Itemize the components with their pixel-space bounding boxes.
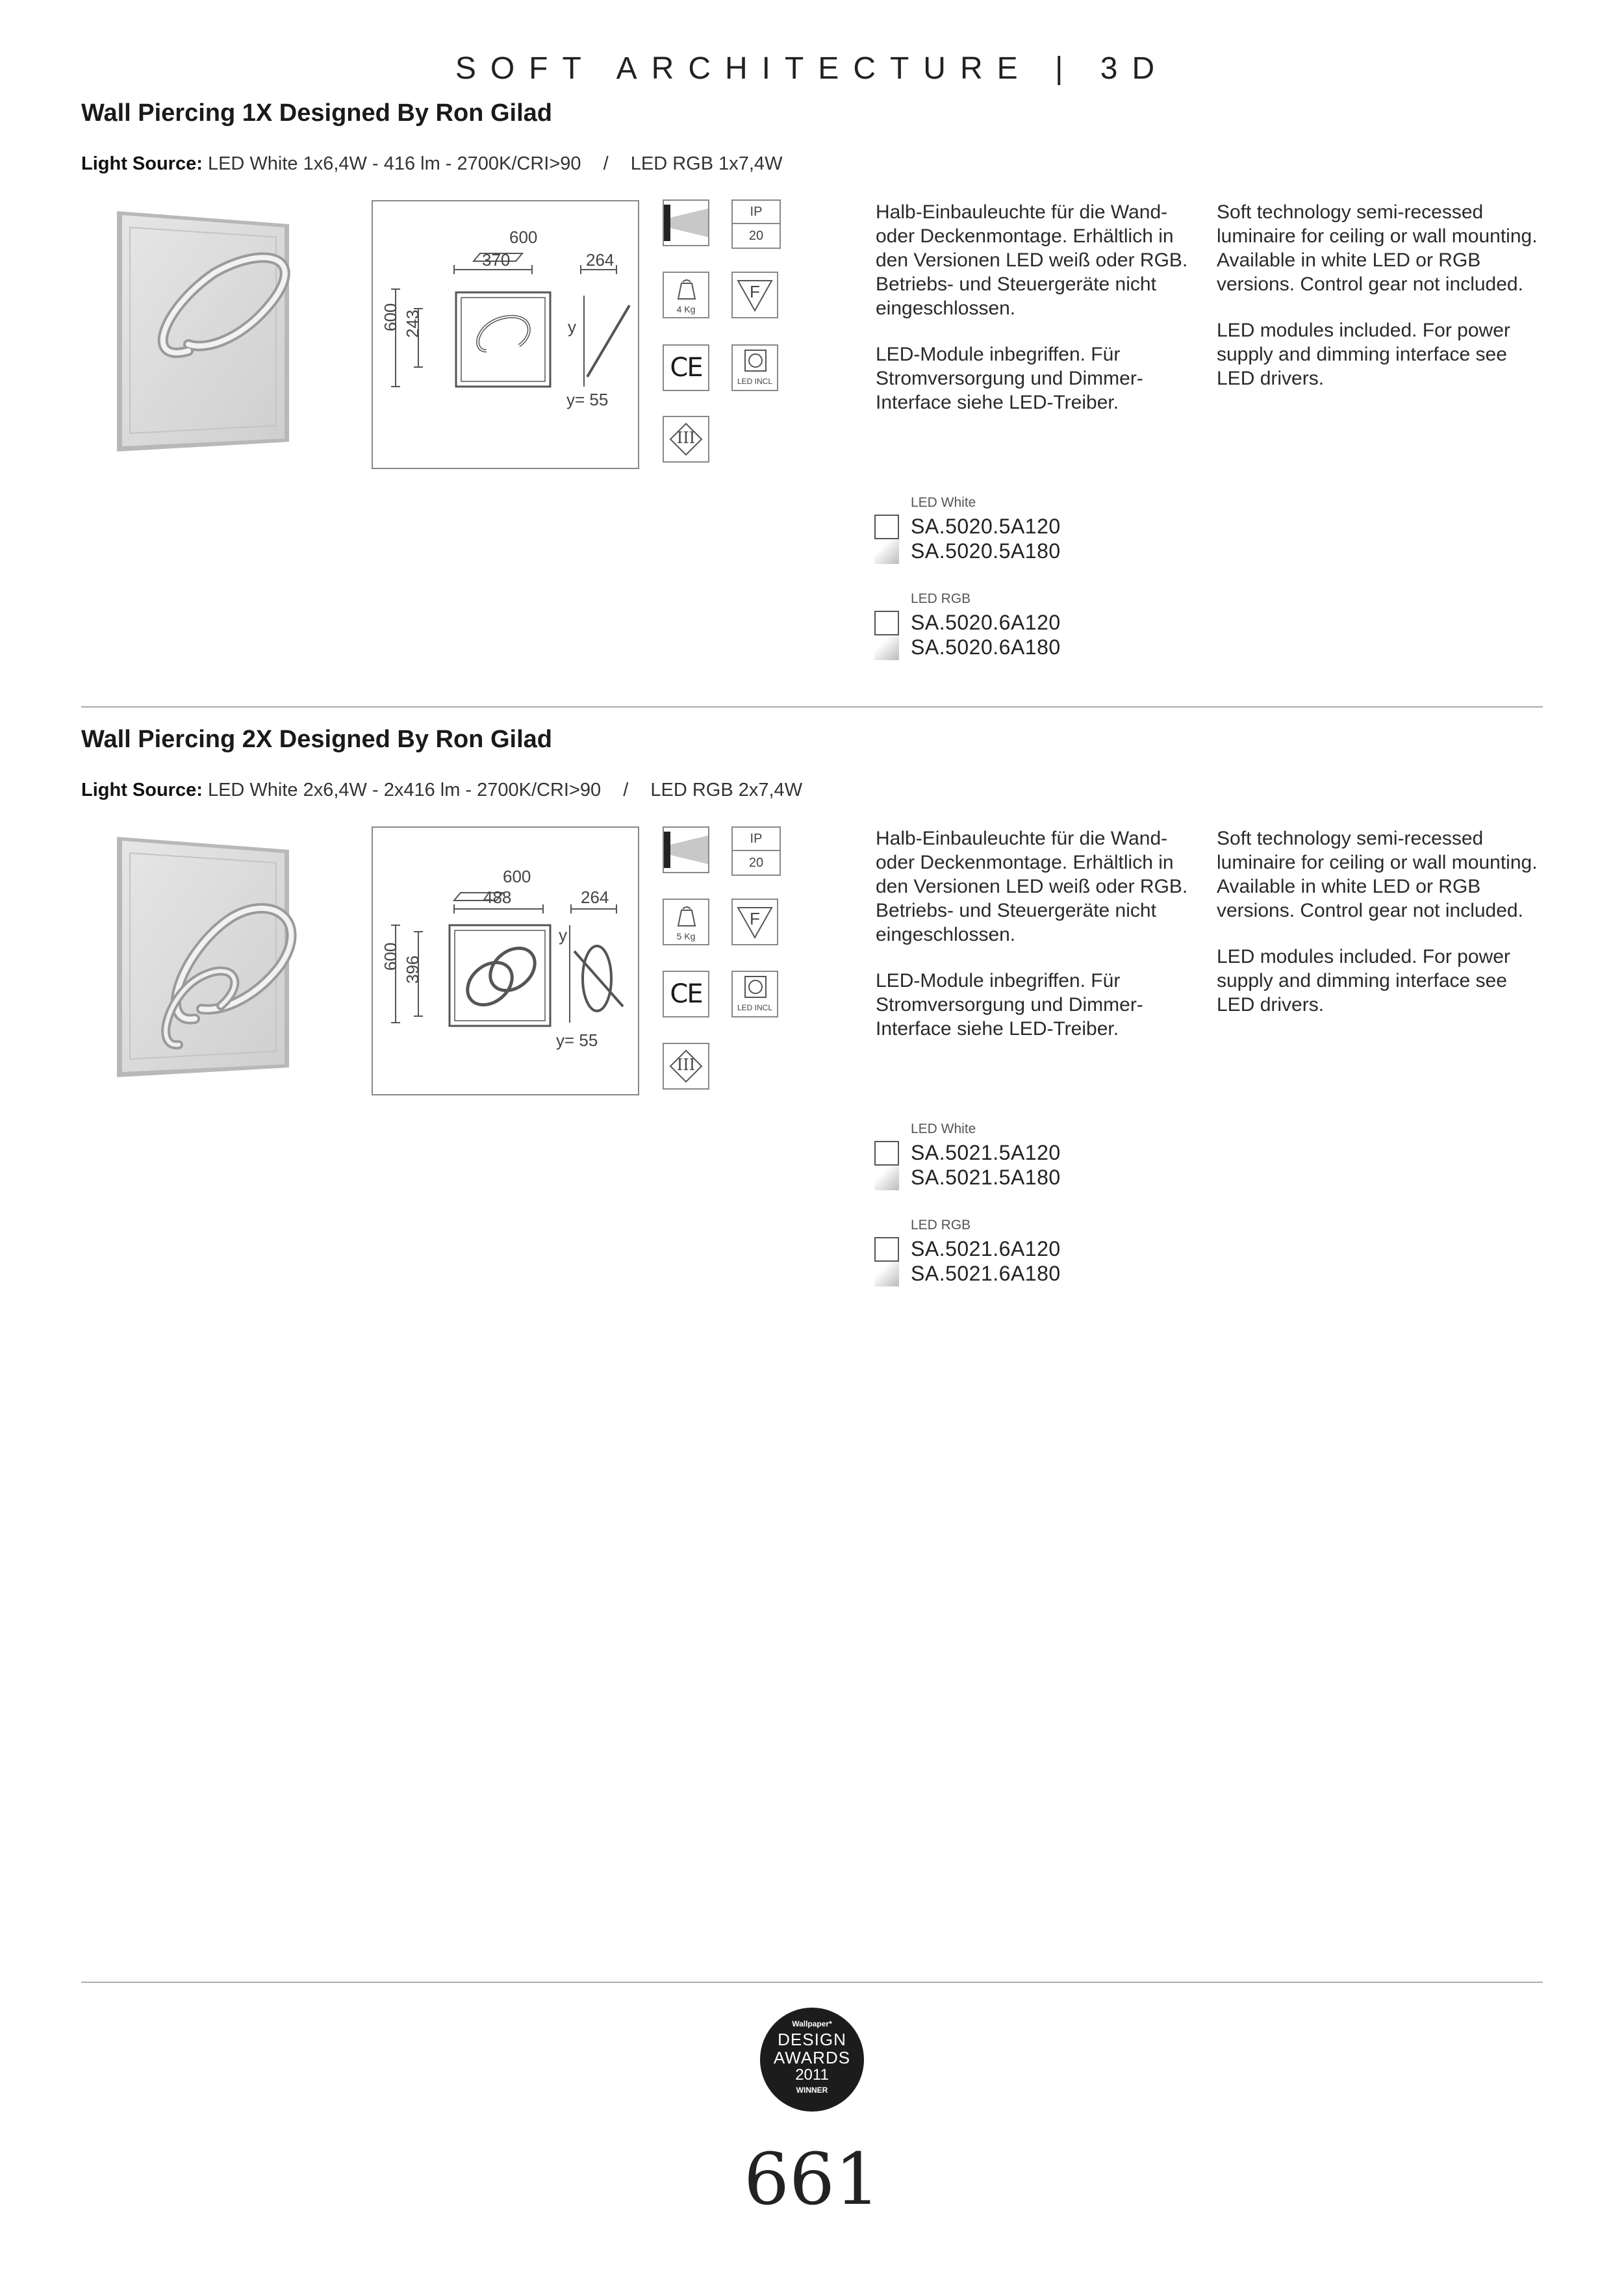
description-german: [876, 826, 1200, 1063]
description-german-p2: LED-Module inbegriffen. Für Stromversorgung und Dimmer-Interface siehe LED-Treiber.: [876, 970, 1143, 1040]
award-line-2: DESIGN: [778, 2030, 846, 2049]
led-module-icon: [744, 350, 767, 372]
light-source-rgb: LED RGB 2x7,4W: [650, 780, 803, 800]
led-included-label: LED INCL: [737, 377, 773, 386]
weight-icon: [677, 278, 696, 300]
dim-y-label: y: [559, 925, 567, 945]
ip-value: 20: [748, 856, 764, 870]
dim-y-value: y= 55: [566, 390, 609, 409]
led-included-badge: [731, 971, 778, 1017]
light-source-white: LED White 2x6,4W - 2x416 lm - 2700K/CRI>90: [207, 780, 602, 800]
variant-swatch-white: [874, 515, 899, 539]
page-number: 661: [744, 2138, 880, 2221]
variant-label-white: LED White: [911, 495, 976, 510]
weight-badge: [663, 899, 709, 945]
led-module-icon: [744, 976, 767, 998]
product-code: SA.5020.6A180: [911, 635, 1061, 659]
technical-drawing: [372, 826, 639, 1095]
dim-depth: 264: [581, 888, 609, 907]
ip-rating-badge: [731, 826, 781, 876]
dim-y-value: y= 55: [556, 1030, 598, 1050]
catalog-section-title: SOFT ARCHITECTURE | 3D: [455, 51, 1169, 86]
product-photo: [117, 837, 312, 1084]
class-badge: [663, 416, 709, 463]
weight-badge: [663, 272, 709, 318]
dim-total-height: 600: [381, 942, 400, 971]
ip-label: IP: [733, 201, 780, 224]
dim-inner-width: 488: [483, 888, 512, 907]
variant-swatch-white: [874, 611, 899, 635]
award-line-5: WINNER: [796, 2086, 828, 2095]
weight-value: 4 Kg: [676, 304, 696, 314]
f-mark-badge: [731, 899, 778, 945]
variant-label-white: LED White: [911, 1121, 976, 1136]
product-code: SA.5020.6A120: [911, 611, 1061, 634]
description-english-p2: LED modules included. For power supply and dimming interface see LED drivers.: [1217, 946, 1510, 1016]
variant-swatch-white: [874, 1141, 899, 1166]
technical-drawing: [372, 200, 639, 469]
design-award-badge: [760, 2008, 864, 2112]
description-english-p1: Soft technology semi-recessed luminaire for ceiling or wall mounting. Available in white LED or RGB versions. Control gear not included.: [1217, 828, 1538, 921]
weight-icon: [677, 905, 696, 927]
light-source: [81, 153, 782, 175]
light-source-label: Light Source:: [81, 153, 203, 174]
light-source-label: Light Source:: [81, 780, 203, 800]
dim-inner-width: 370: [482, 250, 511, 270]
description-english: [1217, 826, 1542, 1039]
product-title: Wall Piercing 1X Designed By Ron Gilad: [81, 99, 552, 127]
variant-swatch-white: [874, 1237, 899, 1262]
dim-inner-height: 396: [403, 955, 422, 984]
variant-label-rgb: LED RGB: [911, 591, 971, 606]
ce-mark-icon: CE: [663, 344, 709, 391]
award-line-1: Wallpaper*: [792, 2019, 832, 2028]
description-german-p2: LED-Module inbegriffen. Für Stromversorgung und Dimmer-Interface siehe LED-Treiber.: [876, 344, 1143, 413]
product-code: SA.5021.5A180: [911, 1166, 1061, 1189]
description-english: [1217, 200, 1542, 413]
product-code: SA.5021.6A120: [911, 1237, 1061, 1260]
class-label: III: [676, 429, 696, 447]
led-included-badge: [731, 344, 778, 391]
variant-swatch-gradient: [874, 1262, 899, 1286]
description-german-p1: Halb-Einbauleuchte für die Wand- oder Deckenmontage. Erhältlich in den Versionen LED weiß oder RGB. Betriebs- und Steuergeräte nicht eingeschlossen.: [876, 828, 1188, 945]
dim-y-label: y: [568, 317, 576, 337]
weight-value: 5 Kg: [676, 931, 696, 941]
class-label: III: [676, 1056, 696, 1074]
led-included-label: LED INCL: [737, 1003, 773, 1012]
f-mark-label: F: [750, 909, 760, 928]
product-code: SA.5021.5A120: [911, 1141, 1061, 1164]
ce-mark-icon: CE: [663, 971, 709, 1017]
dim-total-width: 600: [509, 227, 538, 247]
dim-inner-height: 243: [403, 309, 422, 338]
ip-rating-badge: [731, 199, 781, 249]
variant-swatch-gradient: [874, 539, 899, 564]
light-source-rgb: LED RGB 1x7,4W: [630, 153, 783, 174]
description-english-p2: LED modules included. For power supply and dimming interface see LED drivers.: [1217, 320, 1510, 389]
description-english-p1: Soft technology semi-recessed luminaire for ceiling or wall mounting. Available in white LED or RGB versions. Control gear not included.: [1217, 201, 1538, 295]
f-mark-badge: [731, 272, 778, 318]
product-title: Wall Piercing 2X Designed By Ron Gilad: [81, 726, 552, 753]
light-source: [81, 780, 802, 801]
description-german: [876, 200, 1200, 437]
product-photo: [117, 211, 312, 458]
light-source-separator: /: [603, 153, 609, 174]
dim-total-width: 600: [503, 867, 531, 886]
class-badge: [663, 1043, 709, 1090]
award-line-4: 2011: [795, 2066, 829, 2084]
f-mark-label: F: [750, 282, 760, 301]
dim-total-height: 600: [381, 303, 400, 331]
ip-label: IP: [733, 828, 780, 851]
ip-value: 20: [748, 229, 764, 243]
product-code: SA.5020.5A180: [911, 539, 1061, 563]
product-code: SA.5020.5A120: [911, 515, 1061, 538]
section-divider: [81, 706, 1543, 708]
variant-label-rgb: LED RGB: [911, 1218, 971, 1233]
award-line-3: AWARDS: [773, 2048, 851, 2067]
description-german-p1: Halb-Einbauleuchte für die Wand- oder Deckenmontage. Erhältlich in den Versionen LED weiß oder RGB. Betriebs- und Steuergeräte nicht eingeschlossen.: [876, 201, 1188, 319]
product-code: SA.5021.6A180: [911, 1262, 1061, 1285]
mounting-icon: [663, 826, 709, 873]
variant-swatch-gradient: [874, 1166, 899, 1190]
light-source-separator: /: [623, 780, 629, 800]
dim-depth: 264: [586, 250, 615, 270]
light-source-white: LED White 1x6,4W - 416 lm - 2700K/CRI>90: [207, 153, 581, 174]
footer-divider: [81, 1982, 1543, 1983]
variant-swatch-gradient: [874, 635, 899, 660]
mounting-icon: [663, 199, 709, 246]
